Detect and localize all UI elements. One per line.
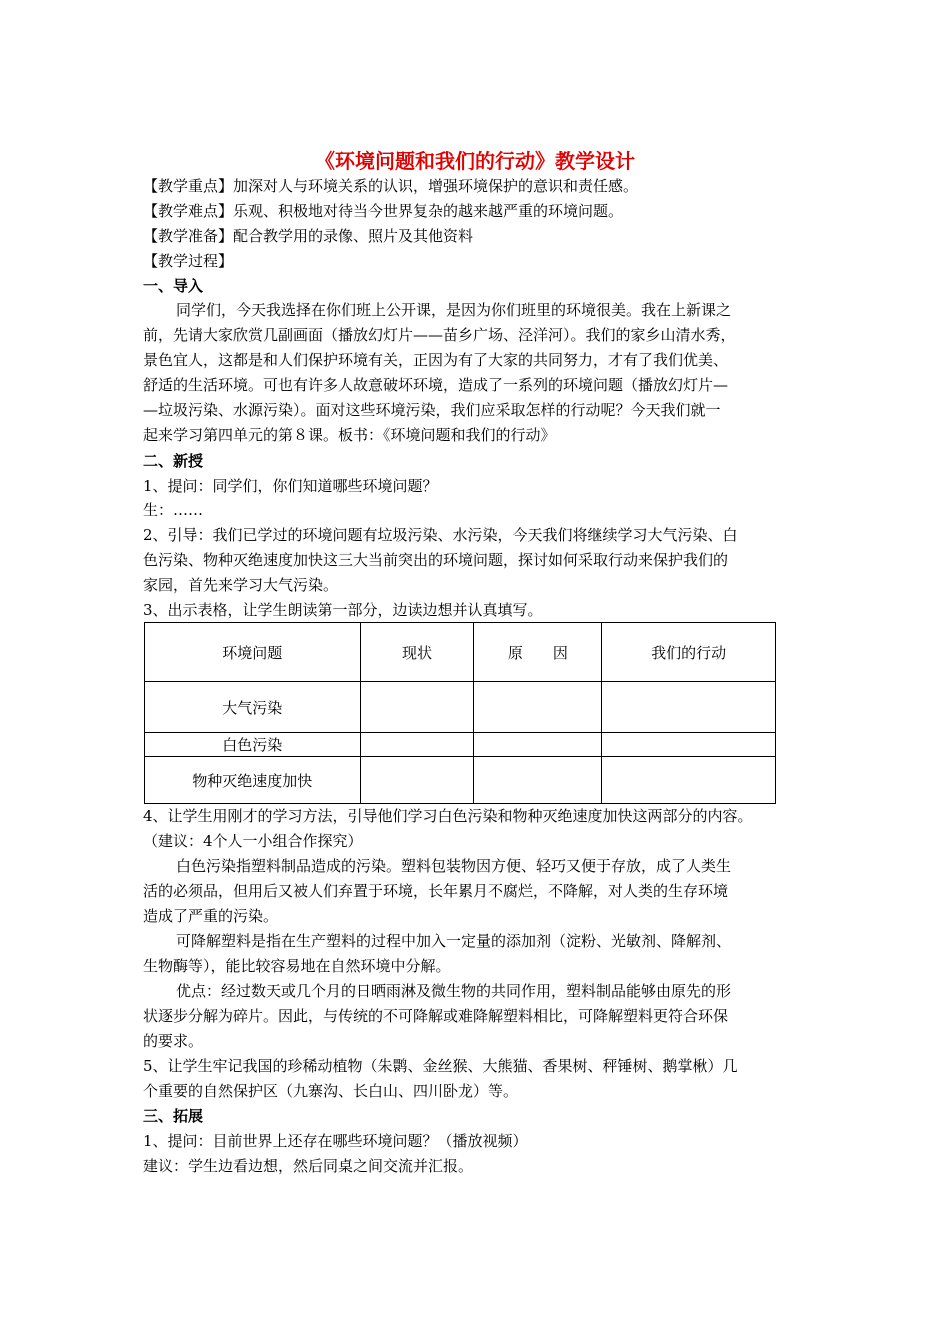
paragraph-line: 同学们，今天我选择在你们班上公开课，是因为你们班里的环境很美。我在上新课之 <box>176 301 732 319</box>
paragraph-line: —垃圾污染、水源污染）。面对这些环境污染，我们应采取怎样的行动呢？今天我们就一 <box>143 401 721 419</box>
paragraph-line: 3、出示表格，让学生朗读第一部分，边读边想并认真填写。 <box>143 601 543 619</box>
paragraph-line: 前，先请大家欣赏几副画面（播放幻灯片——苗乡广场、泾洋河）。我们的家乡山清水秀， <box>143 326 736 344</box>
table-empty-cell <box>602 733 776 757</box>
paragraph-line: 舒适的生活环境。可也有许多人故意破坏环境，造成了一系列的环境问题（播放幻灯片— <box>143 376 729 394</box>
paragraph-line: 生：…… <box>143 501 204 519</box>
preparation-line: 【教学准备】配合教学用的录像、照片及其他资料 <box>143 227 474 245</box>
table-row-label: 物种灭绝速度加快 <box>145 757 361 804</box>
table-header-cell: 环境问题 <box>145 623 361 682</box>
paragraph-line: （建议：4个人一小组合作探究） <box>143 832 363 850</box>
table-header-cell: 现状 <box>360 623 474 682</box>
paragraph-line: 5、让学生牢记我国的珍稀动植物（朱鹮、金丝猴、大熊猫、香果树、秤锤树、鹅掌楸）几 <box>143 1057 738 1075</box>
table-empty-cell <box>360 757 474 804</box>
table-header-cell: 我们的行动 <box>602 623 776 682</box>
paragraph-line: 优点：经过数天或几个月的日晒雨淋及微生物的共同作用，塑料制品能够由原先的形 <box>176 982 732 1000</box>
paragraph-line: 建议：学生边看边想，然后同桌之间交流并汇报。 <box>143 1157 474 1175</box>
table-empty-cell <box>602 757 776 804</box>
table-row-label: 大气污染 <box>145 682 361 733</box>
table-row <box>145 757 776 804</box>
paragraph-line: 造成了严重的污染。 <box>143 907 279 925</box>
section-heading-new: 二、新授 <box>143 452 204 470</box>
table-empty-cell <box>474 757 602 804</box>
section-heading-extension: 三、拓展 <box>143 1107 204 1125</box>
paragraph-line: 4、让学生用刚才的学习方法，引导他们学习白色污染和物种灭绝速度加快这两部分的内容。 <box>143 807 753 825</box>
paragraph-line: 家园，首先来学习大气污染。 <box>143 576 339 594</box>
process-heading: 【教学过程】 <box>143 252 234 270</box>
key-point-line: 【教学重点】加深对人与环境关系的认识，增强环境保护的意识和责任感。 <box>143 177 639 195</box>
paragraph-line: 的要求。 <box>143 1032 204 1050</box>
paragraph-line: 起来学习第四单元的第８课。板书：《环境问题和我们的行动》 <box>143 426 556 444</box>
document-title: 《环境问题和我们的行动》教学设计 <box>315 149 635 173</box>
table-empty-cell <box>602 682 776 733</box>
difficulty-line: 【教学难点】乐观、积极地对待当今世界复杂的越来越严重的环境问题。 <box>143 202 624 220</box>
paragraph-line: 活的必须品，但用后又被人们弃置于环境，长年累月不腐烂，不降解，对人类的生存环境 <box>143 882 729 900</box>
paragraph-line: 生物酶等），能比较容易地在自然环境中分解。 <box>143 957 451 975</box>
table-empty-cell <box>474 682 602 733</box>
table-header-cell: 原 因 <box>474 623 602 682</box>
table-row <box>145 733 776 757</box>
fill-in-table <box>144 622 776 804</box>
table-empty-cell <box>360 733 474 757</box>
table-header-row <box>145 623 776 682</box>
paragraph-line: 可降解塑料是指在生产塑料的过程中加入一定量的添加剂（淀粉、光敏剂、降解剂、 <box>176 932 732 950</box>
paragraph-line: 1、提问：同学们，你们知道哪些环境问题？ <box>143 477 438 495</box>
paragraph-line: 状逐步分解为碎片。因此，与传统的不可降解或难降解塑料相比，可降解塑料更符合环保 <box>143 1007 729 1025</box>
table-row <box>145 682 776 733</box>
paragraph-line: 景色宜人，这都是和人们保护环境有关，正因为有了大家的共同努力，才有了我们优美、 <box>143 351 729 369</box>
paragraph-line: 2、引导：我们已学过的环境问题有垃圾污染、水污染，今天我们将继续学习大气污染、白 <box>143 526 738 544</box>
table-row-label: 白色污染 <box>145 733 361 757</box>
paragraph-line: 白色污染指塑料制品造成的污染。塑料包装物因方便、轻巧又便于存放，成了人类生 <box>176 857 732 875</box>
table-empty-cell <box>360 682 474 733</box>
section-heading-intro: 一、导入 <box>143 277 204 295</box>
paragraph-line: 个重要的自然保护区（九寨沟、长白山、四川卧龙）等。 <box>143 1082 519 1100</box>
paragraph-line: 1、提问：目前世界上还存在哪些环境问题？（播放视频） <box>143 1132 528 1150</box>
paragraph-line: 色污染、物种灭绝速度加快这三大当前突出的环境问题，探讨如何采取行动来保护我们的 <box>143 551 729 569</box>
table-empty-cell <box>474 733 602 757</box>
